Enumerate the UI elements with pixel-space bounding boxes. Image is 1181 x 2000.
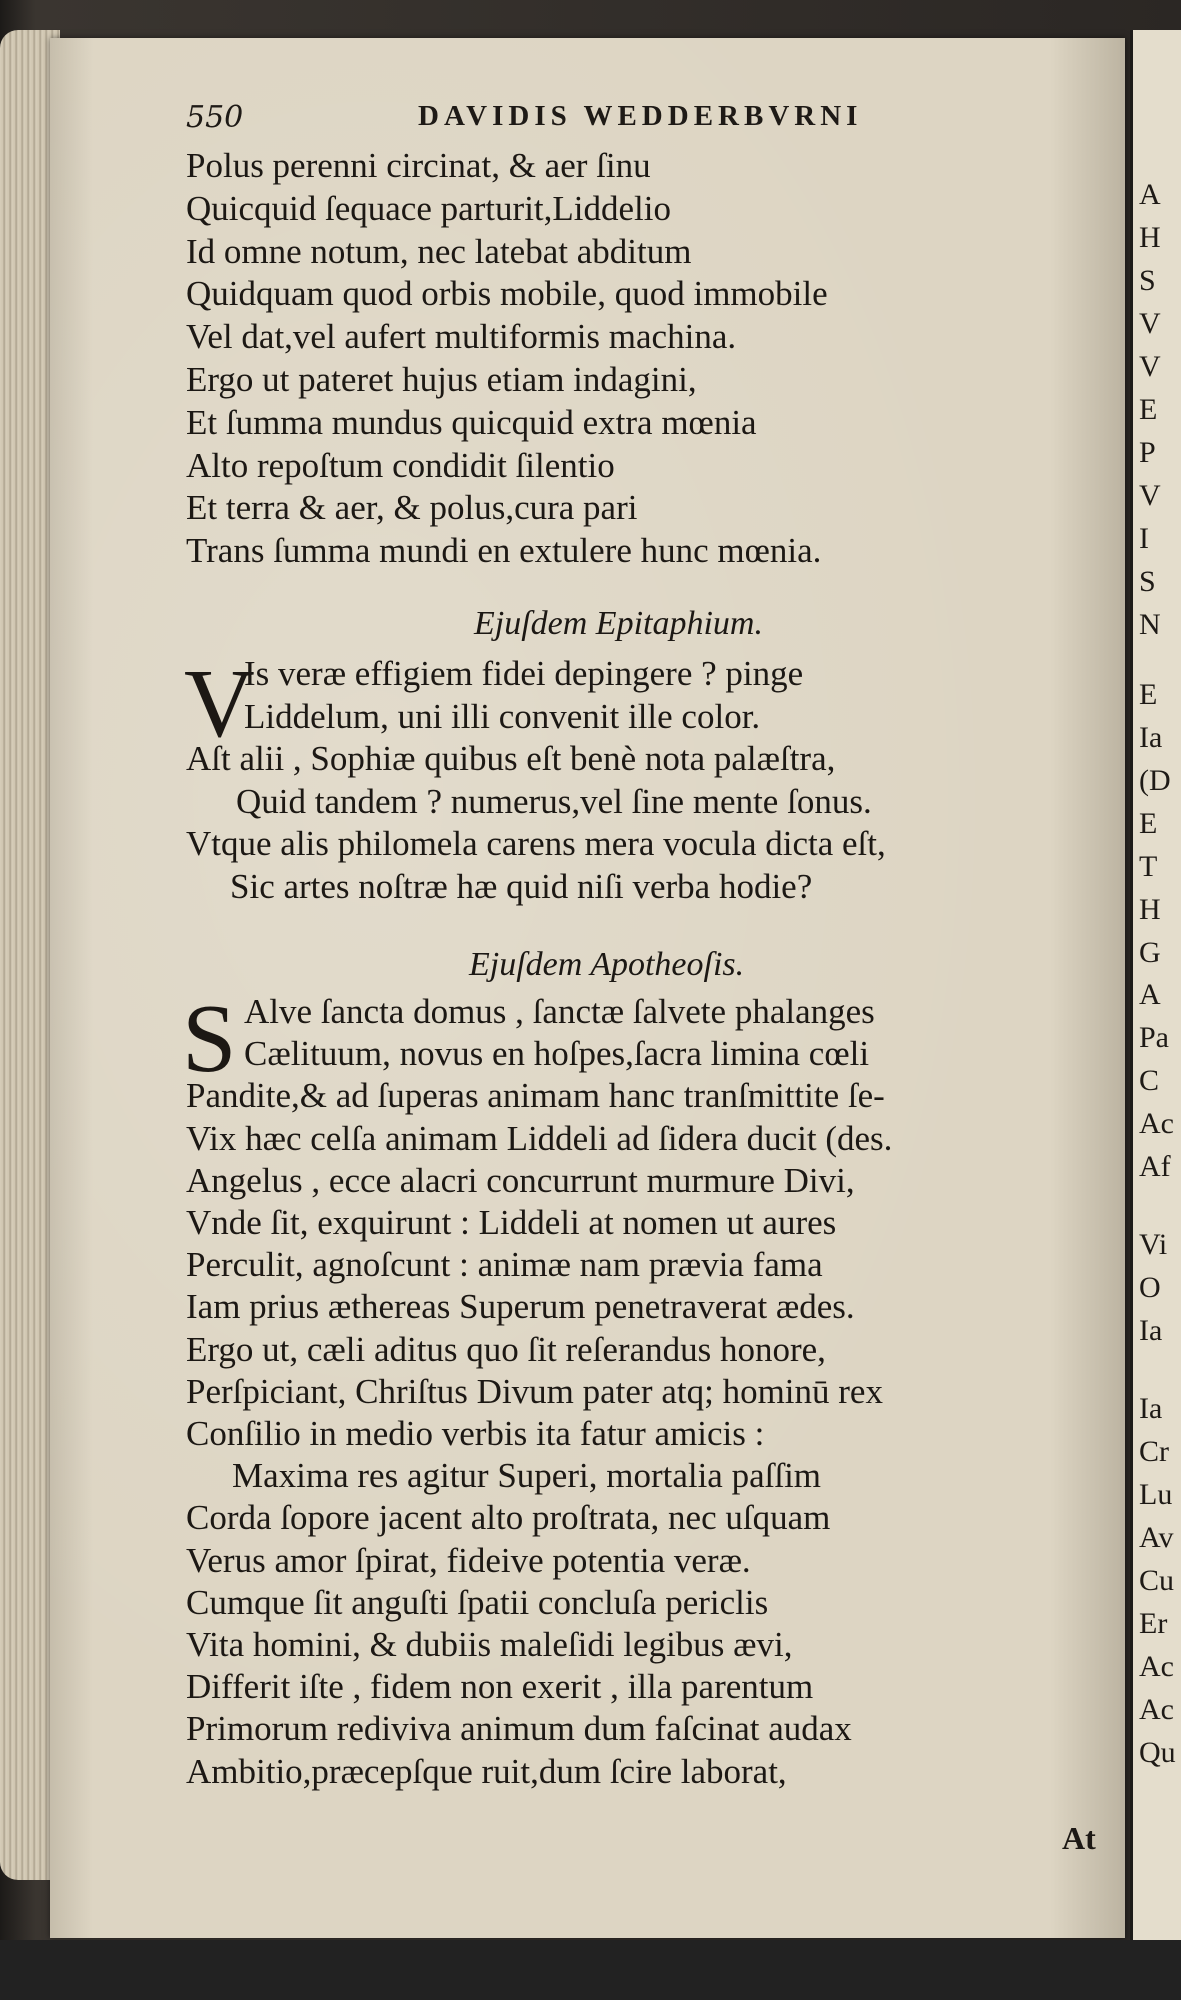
verse-line: Ergo ut, cæli aditus quo ſit reſerandus honore,	[186, 1329, 826, 1369]
verse-line: Sic artes noſtræ hæ quid niſi verba hodie?	[230, 866, 813, 906]
adjacent-page-letter: N	[1139, 608, 1161, 641]
page-number: 550	[186, 100, 244, 135]
adjacent-page-letter: S	[1139, 264, 1156, 297]
verse-line: Iam prius æthereas Superum penetraverat ædes.	[186, 1287, 855, 1327]
verse-line: Vel dat,vel aufert multiformis machina.	[186, 317, 737, 357]
verse-line: Differit iſte , fidem non exerit , illa parentum	[186, 1667, 814, 1707]
adjacent-page-letter: H	[1139, 221, 1161, 254]
adjacent-page-letter: E	[1139, 678, 1158, 711]
running-head: DAVIDIS WEDDERBVRNI	[418, 100, 863, 132]
verse-line: Vnde ſit, exquirunt : Liddeli at nomen ut aures	[186, 1203, 837, 1242]
adjacent-page-letter: E	[1139, 807, 1158, 840]
verse-line: Maxima res agitur Superi, mortalia paſſim	[232, 1456, 822, 1496]
verse-line: Cælituum, novus en hoſpes,ſacra limina cœli	[244, 1034, 870, 1074]
adjacent-page-letter: Vi	[1139, 1228, 1168, 1261]
adjacent-page-letter: I	[1139, 522, 1149, 555]
adjacent-page-letter: A	[1139, 178, 1161, 211]
adjacent-page-letter: V	[1139, 350, 1161, 383]
verse-line: Angelus , ecce alacri concurrunt murmure Divi,	[186, 1160, 855, 1200]
adjacent-page-letter: V	[1139, 479, 1161, 512]
adjacent-page-letter: C	[1139, 1064, 1160, 1097]
verse-line: Id omne notum, nec latebat abditum	[186, 231, 692, 271]
adjacent-page-letter: Ac	[1139, 1650, 1174, 1683]
adjacent-page-letter: Er	[1139, 1607, 1168, 1640]
adjacent-page-letter: H	[1139, 893, 1161, 926]
section-heading-epitaphium: Ejuſdem Epitaphium.	[474, 605, 763, 642]
adjacent-page-letter: Qu	[1139, 1736, 1176, 1769]
verse-line: Perſpiciant, Chriſtus Divum pater atq; hominū rex	[186, 1371, 883, 1411]
adjacent-page-letter: Pa	[1139, 1021, 1169, 1054]
drop-cap-s: S	[182, 985, 237, 1093]
adjacent-page-letter: S	[1139, 565, 1156, 598]
verse-line: Aſt alii , Sophiæ quibus eſt benè nota palæſtra,	[186, 739, 836, 778]
verse-line: Ergo ut pateret hujus etiam indagini,	[186, 360, 697, 399]
verse-line: Polus perenni circinat, & aer ſinu	[186, 146, 651, 185]
verse-line: Quid tandem ? numerus,vel ſine mente ſonus.	[236, 781, 872, 821]
verse-line: Verus amor ſpirat, fideive potentia veræ.	[186, 1540, 751, 1580]
adjacent-page-letter: A	[1139, 978, 1161, 1011]
verse-line: Trans ſumma mundi en extulere hunc mœnia.	[186, 531, 822, 571]
adjacent-page-letter: Cr	[1139, 1435, 1169, 1468]
adjacent-page-letter: Ia	[1139, 1392, 1163, 1425]
adjacent-page-letter: Av	[1139, 1521, 1174, 1554]
adjacent-page-letter: T	[1139, 850, 1158, 883]
verse-line: Ambitio,præcepſque ruit,dum ſcire laborat,	[186, 1751, 787, 1791]
verse-line: Liddelum, uni illi convenit ille color.	[244, 696, 761, 736]
adjacent-page-letter: Ac	[1139, 1107, 1174, 1140]
verse-line: Pandite,& ad ſuperas animam hanc tranſmittite ſe-	[186, 1076, 885, 1116]
adjacent-page-letter: E	[1139, 393, 1158, 426]
verse-line: Cumque ſit anguſti ſpatii concluſa periclis	[186, 1582, 769, 1622]
adjacent-page-letter: (D	[1139, 764, 1171, 797]
drop-cap-v: V	[184, 650, 255, 758]
verse-line: Vix hæc celſa animam Liddeli ad ſidera ducit (des.	[186, 1118, 893, 1158]
adjacent-page-letter: P	[1139, 436, 1156, 469]
adjacent-page-letter: V	[1139, 307, 1161, 340]
adjacent-page-letter: Ia	[1139, 721, 1163, 754]
verse-line: Primorum rediviva animum dum faſcinat audax	[186, 1709, 852, 1749]
verse-line: Et ſumma mundus quicquid extra mœnia	[186, 402, 757, 442]
verse-line: Quidquam quod orbis mobile, quod immobile	[186, 274, 828, 314]
verse-line: Quicquid ſequace parturit,Liddelio	[186, 188, 671, 228]
adjacent-page-letter: Ia	[1139, 1314, 1163, 1347]
verse-line: Vita homini, & dubiis maleſidi legibus ævi,	[186, 1625, 793, 1664]
adjacent-page-letter: Lu	[1139, 1478, 1173, 1511]
adjacent-page-letter: G	[1139, 936, 1161, 969]
verse-line: Alto repoſtum condidit ſilentio	[186, 445, 615, 485]
adjacent-page-letter: Af	[1139, 1150, 1171, 1183]
page-header	[186, 100, 1056, 140]
catchword: At	[1062, 1820, 1096, 1856]
section-heading-apotheosis: Ejuſdem Apotheoſis.	[469, 946, 745, 983]
scan-bottom-band	[0, 1940, 1181, 2000]
adjacent-page-letter: O	[1139, 1271, 1161, 1304]
verse-line: Perculit, agnoſcunt : animæ nam prævia fama	[186, 1245, 823, 1285]
verse-line: Alve ſancta domus , ſanctæ ſalvete phalanges	[244, 992, 875, 1031]
verse-line: Corda ſopore jacent alto proſtrata, nec uſquam	[186, 1498, 831, 1538]
adjacent-page-letter: Cu	[1139, 1564, 1175, 1597]
adjacent-page-edge	[1130, 30, 1181, 1940]
verse-line: Vtque alis philomela carens mera vocula dicta eſt,	[186, 824, 886, 863]
verse-line: Is veræ effigiem fidei depingere ? pinge	[244, 654, 804, 693]
verse-line: Et terra & aer, & polus,cura pari	[186, 488, 638, 528]
adjacent-page-letter: Ac	[1139, 1693, 1174, 1726]
verse-line: Conſilio in medio verbis ita fatur amicis :	[186, 1414, 765, 1453]
